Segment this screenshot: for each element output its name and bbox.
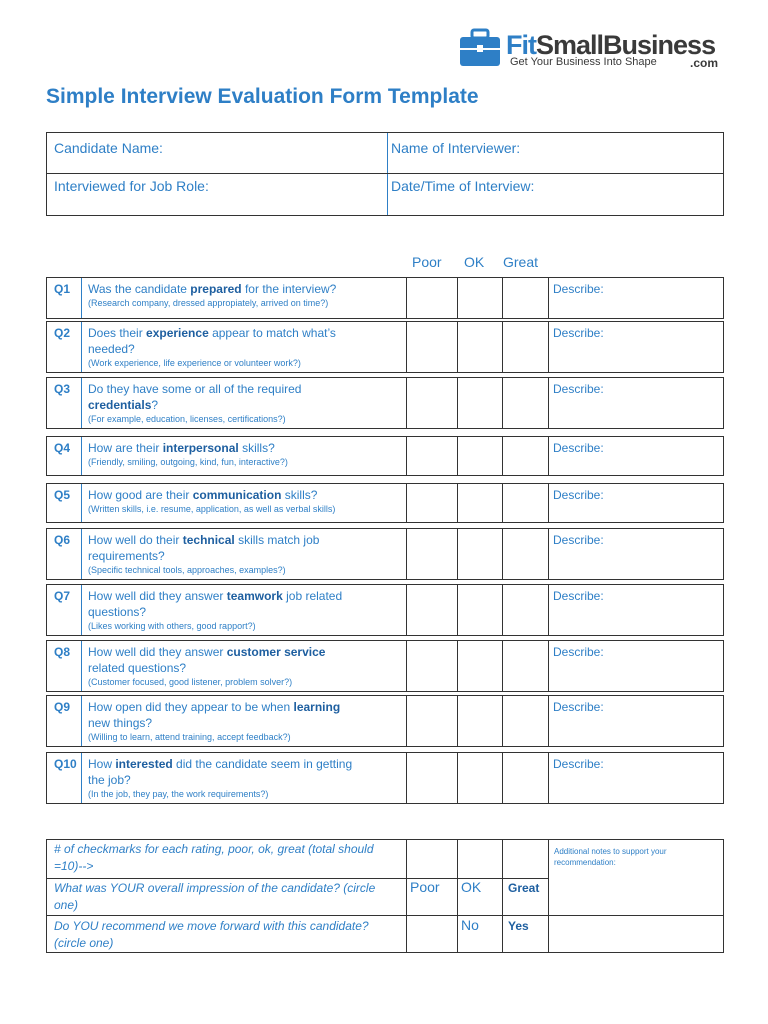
question-text-end: skills? [238, 441, 275, 455]
question-number: Q8 [54, 645, 71, 659]
question-hint: (Friendly, smiling, outgoing, kind, fun, interactive?) [88, 457, 288, 467]
question-row [46, 377, 724, 429]
describe-label: Describe: [553, 488, 604, 502]
rating-cell-poor[interactable] [407, 437, 457, 475]
divider [81, 585, 82, 635]
describe-label: Describe: [553, 282, 604, 296]
question-text-start: How are their [88, 441, 163, 455]
describe-field[interactable] [549, 278, 723, 318]
divider [387, 133, 388, 215]
question-text [88, 440, 358, 468]
rating-header-poor: Poor [412, 254, 442, 270]
question-number: Q1 [54, 282, 71, 296]
question-hint: (Written skills, i.e. resume, application, as well as verbal skills) [88, 504, 336, 514]
rating-cell-great[interactable] [503, 753, 548, 803]
describe-label: Describe: [553, 589, 604, 603]
question-text-start: Was the candidate [88, 282, 191, 296]
question-number: Q5 [54, 488, 71, 502]
question-hint: (Customer focused, good listener, problem solver?) [88, 677, 293, 687]
question-keyword: interpersonal [162, 441, 239, 455]
question-hint: (In the job, they pay, the work requirements?) [88, 789, 269, 799]
question-row [46, 483, 724, 523]
question-text [88, 381, 358, 425]
question-keyword: teamwork [226, 589, 283, 603]
rating-cell-poor[interactable] [407, 378, 457, 428]
question-keyword: experience [146, 326, 209, 340]
rating-cell-ok[interactable] [458, 753, 502, 803]
divider [548, 840, 549, 952]
question-text [88, 699, 358, 743]
question-hint: (Specific technical tools, approaches, examples?) [88, 565, 286, 575]
question-row [46, 321, 724, 373]
rating-cell-great[interactable] [503, 322, 548, 372]
impression-option-ok[interactable]: OK [461, 879, 482, 895]
rating-cell-great[interactable] [503, 378, 548, 428]
describe-label: Describe: [553, 382, 604, 396]
question-number: Q3 [54, 382, 71, 396]
question-number: Q10 [54, 757, 77, 771]
rating-cell-ok[interactable] [458, 322, 502, 372]
question-hint: (Likes working with others, good rapport?) [88, 621, 256, 631]
rating-cell-ok[interactable] [458, 278, 502, 318]
question-text-end: did the candidate seem in getting the job? [88, 757, 353, 787]
summary-table [46, 839, 724, 953]
question-row [46, 695, 724, 747]
candidate-name-label: Candidate Name: [54, 140, 163, 156]
checkmarks-count-label: # of checkmarks for each rating, poor, ok, great (total should =10)--> [54, 842, 374, 873]
question-text [88, 487, 358, 515]
brand-tld: .com [690, 56, 719, 70]
question-number: Q9 [54, 700, 71, 714]
describe-field[interactable] [549, 753, 723, 803]
rating-cell-great[interactable] [503, 529, 548, 579]
rating-cell-ok[interactable] [458, 696, 502, 746]
rating-cell-poor[interactable] [407, 529, 457, 579]
rating-cell-great[interactable] [503, 585, 548, 635]
rating-cell-poor[interactable] [407, 322, 457, 372]
rating-header-great: Great [503, 254, 539, 270]
impression-option-poor[interactable]: Poor [410, 879, 440, 895]
question-text [88, 532, 358, 576]
question-text-start: How well do their [88, 533, 183, 547]
divider [81, 696, 82, 746]
divider [406, 840, 407, 952]
rating-cell-ok[interactable] [458, 641, 502, 691]
rating-cell-poor[interactable] [407, 641, 457, 691]
question-row [46, 528, 724, 580]
rating-cell-great[interactable] [503, 484, 548, 522]
question-row [46, 640, 724, 692]
divider [47, 915, 723, 916]
question-text-end: ? [151, 398, 159, 412]
question-text [88, 281, 358, 309]
overall-impression-question: What was YOUR overall impression of the candidate? (circle one) [54, 881, 376, 912]
rating-cell-ok[interactable] [458, 437, 502, 475]
describe-label: Describe: [553, 533, 604, 547]
divider [81, 278, 82, 318]
interviewer-name-label: Name of Interviewer: [391, 140, 521, 156]
describe-field[interactable] [549, 529, 723, 579]
rating-cell-ok[interactable] [458, 378, 502, 428]
question-row [46, 277, 724, 319]
describe-label: Describe: [553, 441, 604, 455]
describe-field[interactable] [549, 322, 723, 372]
divider [502, 840, 503, 952]
describe-field[interactable] [549, 696, 723, 746]
divider [81, 378, 82, 428]
describe-label: Describe: [553, 700, 604, 714]
question-number: Q2 [54, 326, 71, 340]
question-text-end: skills match job requirements? [88, 533, 320, 563]
rating-cell-ok[interactable] [458, 585, 502, 635]
describe-label: Describe: [553, 757, 604, 771]
divider [81, 437, 82, 475]
divider [81, 484, 82, 522]
question-number: Q4 [54, 441, 71, 455]
briefcase-icon [458, 28, 502, 68]
describe-field[interactable] [549, 585, 723, 635]
describe-label: Describe: [553, 645, 604, 659]
rating-cell-poor[interactable] [407, 484, 457, 522]
rating-cell-great[interactable] [503, 437, 548, 475]
recommend-option-yes[interactable]: Yes [508, 919, 529, 933]
question-keyword: communication [192, 488, 282, 502]
recommend-option-no[interactable]: No [461, 917, 479, 933]
question-text-start: How open did they appear to be when [88, 700, 294, 714]
question-hint: (For example, education, licenses, certifications?) [88, 414, 286, 424]
rating-cell-ok[interactable] [458, 529, 502, 579]
brand-logo [458, 26, 724, 72]
question-text-end: new things? [88, 716, 153, 730]
recommend-question: Do YOU recommend we move forward with this candidate? (circle one) [54, 919, 369, 950]
question-row [46, 752, 724, 804]
rating-cell-poor[interactable] [407, 696, 457, 746]
describe-field[interactable] [549, 641, 723, 691]
date-time-label: Date/Time of Interview: [391, 178, 535, 194]
question-keyword: interested [115, 757, 173, 771]
question-keyword: learning [293, 700, 341, 714]
rating-cell-poor[interactable] [407, 278, 457, 318]
question-text-end: appear to match what’s needed? [88, 326, 336, 356]
rating-cell-poor[interactable] [407, 753, 457, 803]
divider [81, 529, 82, 579]
question-text-start: How good are their [88, 488, 193, 502]
question-text-start: How well did they answer [88, 645, 227, 659]
question-text-end: job related questions? [88, 589, 343, 619]
page-title: Simple Interview Evaluation Form Template [46, 85, 479, 108]
question-text-start: How well did they answer [88, 589, 227, 603]
question-text [88, 325, 358, 369]
divider [47, 173, 723, 174]
divider [81, 753, 82, 803]
describe-field[interactable] [549, 378, 723, 428]
describe-label: Describe: [553, 326, 604, 340]
question-row [46, 436, 724, 476]
rating-cell-poor[interactable] [407, 585, 457, 635]
brand-name: FitSmallBusiness [506, 30, 716, 60]
brand-tagline: Get Your Business Into Shape [510, 56, 657, 68]
question-text [88, 756, 358, 800]
question-keyword: credentials [88, 398, 152, 412]
question-keyword: technical [182, 533, 235, 547]
question-keyword: customer service [226, 645, 326, 659]
question-number: Q6 [54, 533, 71, 547]
additional-notes-label: Additional notes to support your recommendation: [554, 847, 667, 867]
question-text [88, 588, 358, 632]
divider [457, 840, 458, 952]
divider [81, 641, 82, 691]
divider [81, 322, 82, 372]
impression-option-great[interactable]: Great [508, 881, 540, 895]
describe-field[interactable] [549, 484, 723, 522]
question-hint: (Work experience, life experience or volunteer work?) [88, 358, 301, 368]
question-hint: (Willing to learn, attend training, accept feedback?) [88, 732, 291, 742]
rating-cell-ok[interactable] [458, 484, 502, 522]
question-text-end: skills? [281, 488, 318, 502]
question-keyword: prepared [190, 282, 242, 296]
question-text-end: for the interview? [241, 282, 337, 296]
rating-cell-great[interactable] [503, 278, 548, 318]
question-text-start: Do they have some or all of the required [88, 382, 302, 396]
rating-cell-great[interactable] [503, 696, 548, 746]
describe-field[interactable] [549, 437, 723, 475]
question-text [88, 644, 358, 688]
question-number: Q7 [54, 589, 71, 603]
question-text-end: related questions? [88, 661, 187, 675]
candidate-info-table [46, 132, 724, 216]
rating-header-ok: OK [464, 254, 485, 270]
question-row [46, 584, 724, 636]
job-role-label: Interviewed for Job Role: [54, 178, 209, 194]
question-hint: (Research company, dressed appropiately, arrived on time?) [88, 298, 329, 308]
question-text-start: Does their [88, 326, 147, 340]
question-text-start: How [88, 757, 116, 771]
rating-cell-great[interactable] [503, 641, 548, 691]
